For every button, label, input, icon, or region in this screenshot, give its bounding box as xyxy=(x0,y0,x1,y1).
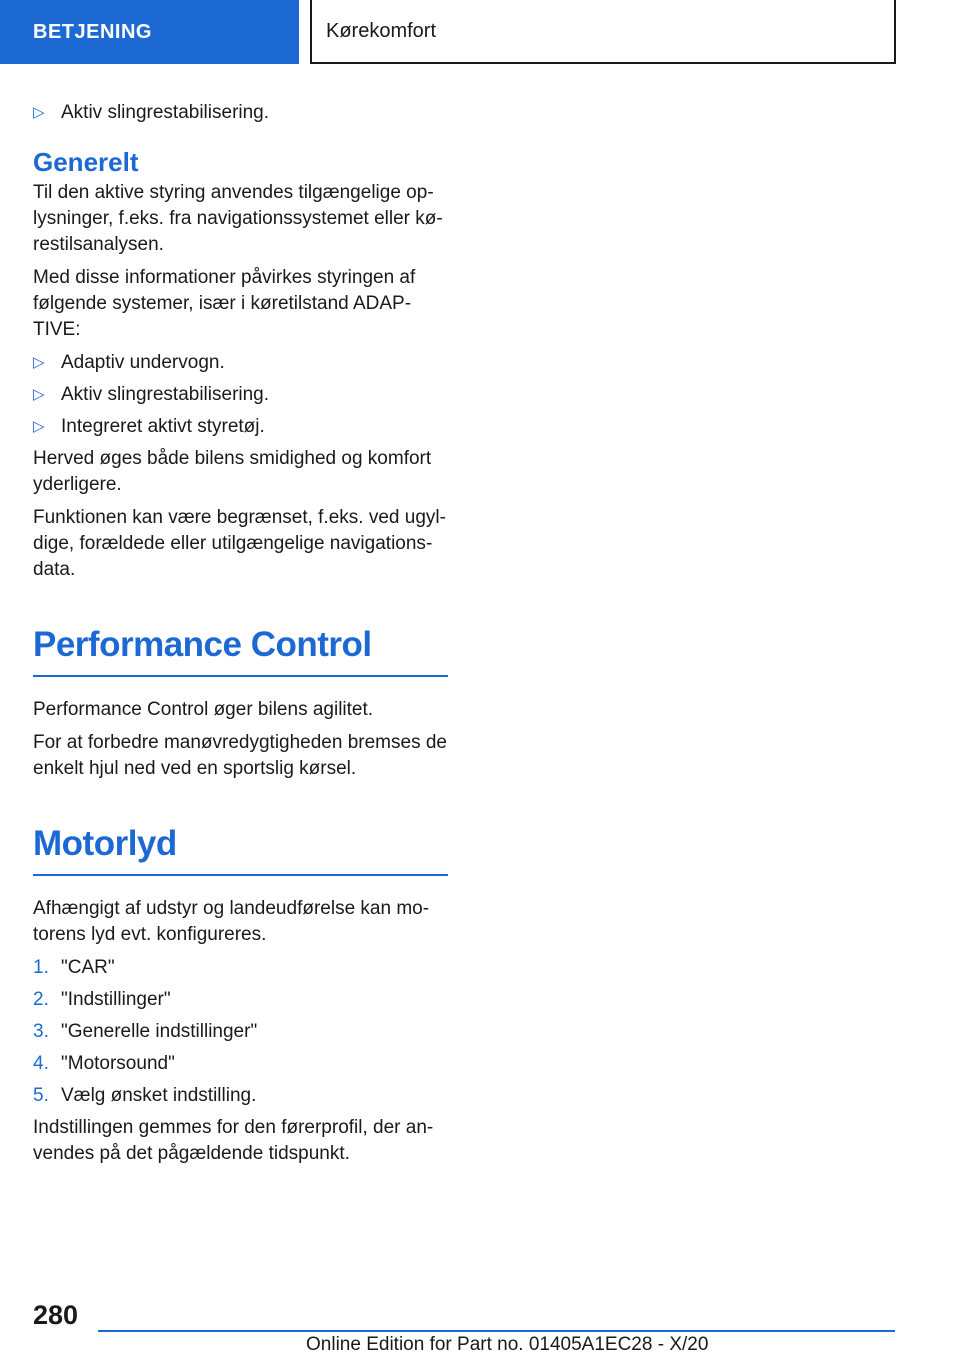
page-number: 280 xyxy=(33,1300,79,1330)
heading-motorlyd: Motorlyd xyxy=(33,822,448,876)
section-motorlyd xyxy=(33,822,448,876)
paragraph: Herved øges både bilens smidighed og komfort yderligere. xyxy=(33,448,432,495)
list-item-text: Adaptiv undervogn. xyxy=(61,352,225,373)
step-item xyxy=(33,955,448,981)
header-section-tab xyxy=(0,0,299,64)
paragraph: Funktionen kan være begrænset, f.eks. ved ugyldige, forældede eller utilgængelige navigationsdata. xyxy=(33,507,446,580)
step-item xyxy=(33,1019,448,1045)
paragraph: Med disse informationer påvirkes styringen af følgende systemer, især i køretilstand ADAPTIVE: xyxy=(33,267,416,340)
paragraph: Performance Control øger bilens agilitet. xyxy=(33,699,374,720)
step-text: "Generelle indstillinger" xyxy=(61,1021,258,1042)
step-number: 5. xyxy=(33,1085,49,1106)
step-item xyxy=(33,987,448,1013)
list-item-text: Aktiv slingrestabilisering. xyxy=(61,102,270,123)
paragraph: Til den aktive styring anvendes tilgængelige oplysninger, f.eks. fra navigationssystemet eller kørestilsanalysen. xyxy=(33,182,443,255)
section-performance-control xyxy=(33,623,448,677)
list-item xyxy=(33,100,448,126)
step-text: "Motorsound" xyxy=(61,1053,175,1074)
header-topic-label: Kørekomfort xyxy=(326,19,437,42)
step-text: "CAR" xyxy=(61,957,115,978)
step-number: 2. xyxy=(33,989,49,1010)
step-text: "Indstillinger" xyxy=(61,989,171,1010)
main-content xyxy=(33,100,448,1174)
step-item xyxy=(33,1051,448,1077)
paragraph: Indstillingen gemmes for den førerprofil, der anvendes på det pågældende tidspunkt. xyxy=(33,1117,434,1164)
heading-performance-control: Performance Control xyxy=(33,623,448,677)
triangle-right-outline-icon: ▷ xyxy=(33,104,45,121)
list-item xyxy=(33,414,448,440)
triangle-right-outline-icon: ▷ xyxy=(33,354,45,371)
list-item xyxy=(33,382,448,408)
step-item xyxy=(33,1083,448,1109)
step-number: 3. xyxy=(33,1021,49,1042)
heading-generelt: Generelt xyxy=(33,147,139,177)
step-number: 1. xyxy=(33,957,49,978)
paragraph: For at forbedre manøvredygtigheden bremses de enkelt hjul ned ved en sportslig kørsel. xyxy=(33,732,447,779)
list-item-text: Aktiv slingrestabilisering. xyxy=(61,384,270,405)
header-section-label: BETJENING xyxy=(33,20,152,43)
triangle-right-outline-icon: ▷ xyxy=(33,418,45,435)
list-item xyxy=(33,350,448,376)
paragraph: Afhængigt af udstyr og landeudførelse kan motorens lyd evt. konfigureres. xyxy=(33,898,430,945)
header-topic-box xyxy=(310,0,896,64)
footer-divider xyxy=(98,1330,895,1332)
step-text: Vælg ønsket indstilling. xyxy=(61,1085,257,1106)
list-item-text: Integreret aktivt styretøj. xyxy=(61,416,265,437)
footer-edition: Online Edition for Part no. 01405A1EC28 - X/20 xyxy=(306,1334,709,1355)
step-number: 4. xyxy=(33,1053,49,1074)
triangle-right-outline-icon: ▷ xyxy=(33,386,45,403)
